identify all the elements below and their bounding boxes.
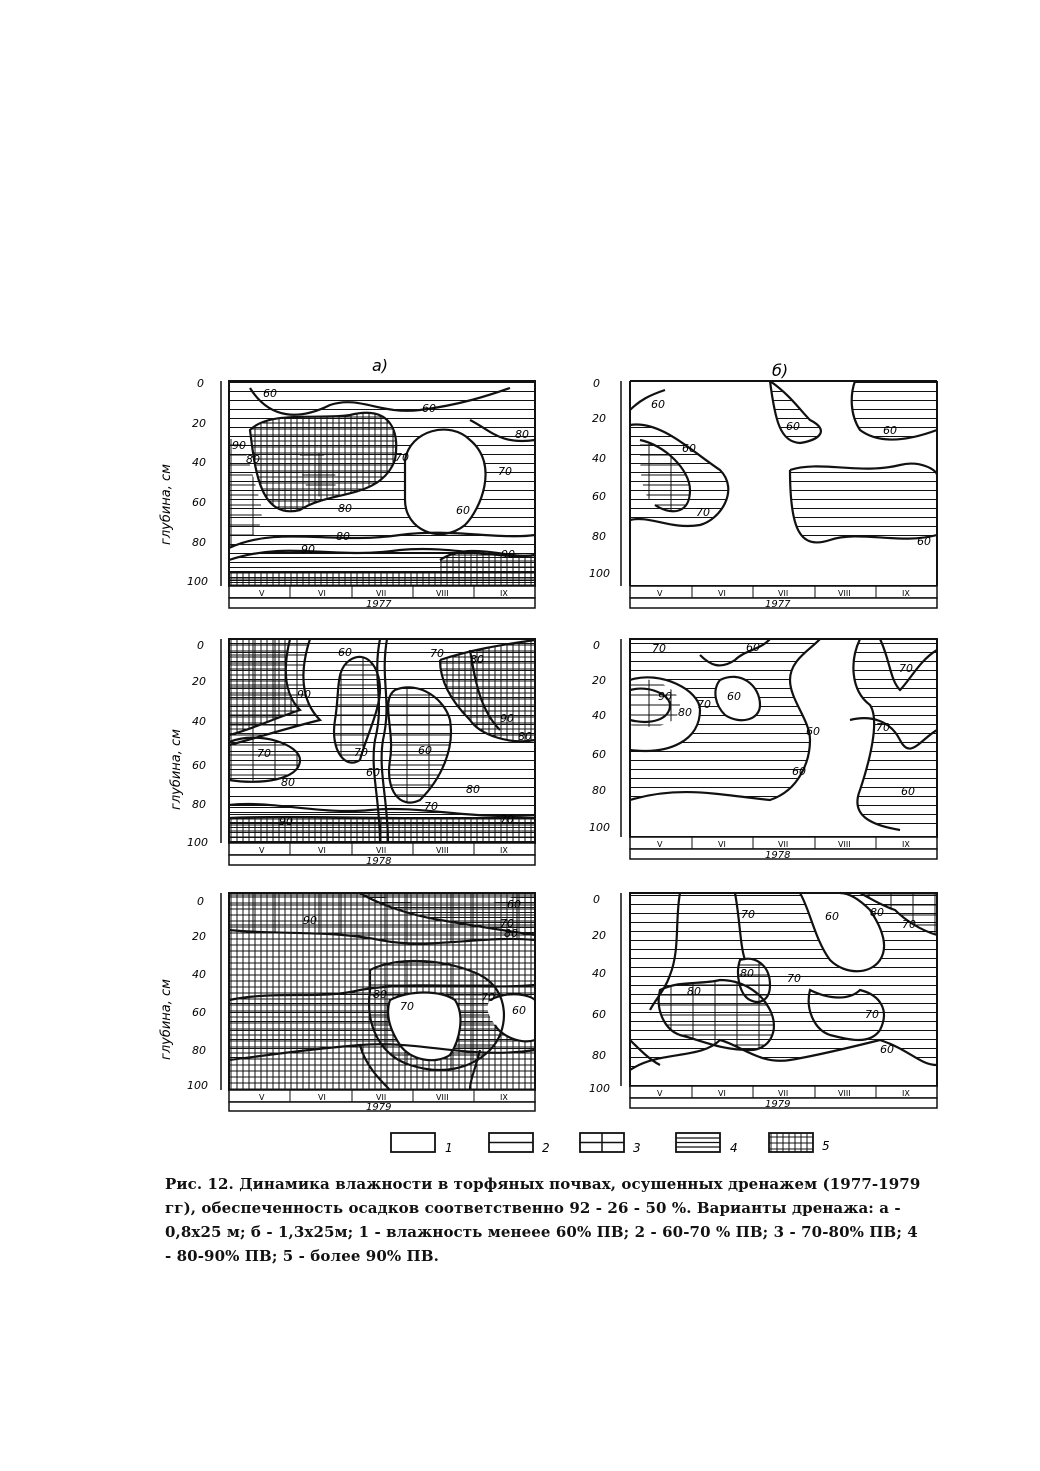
depth-tick: 100 [589,821,610,834]
depth-tick: 80 [192,536,206,549]
month-label: IX [500,846,508,855]
panel-title-b: б) [772,361,789,380]
isoline-label: 70 [354,746,368,759]
depth-tick: 0 [593,893,600,906]
isoline-label: 70 [696,506,710,519]
depth-tick: 100 [187,1079,208,1092]
month-label: VIII [436,589,449,598]
isoline-label: 70 [899,662,913,675]
panel-title-a: а) [372,356,389,375]
month-label: VIII [838,1089,851,1098]
isoline-label: 80 [870,906,884,919]
isoline-label: 60 [825,910,839,923]
month-label: VII [778,840,789,849]
month-label: VII [778,589,789,598]
panel-b-1978 [630,639,937,861]
month-label: IX [902,589,910,598]
month-label: IX [500,589,508,598]
isoline-label: 60 [901,785,915,798]
depth-tick: 80 [592,1049,606,1062]
y-axis-a-1979 [159,893,221,1092]
panel-a-1978 [229,639,535,867]
depth-tick: 0 [593,377,600,390]
isoline-label: 70 [424,800,438,813]
isoline-label: 60 [338,646,352,659]
depth-tick: 80 [592,530,606,543]
isoline-label: 90 [500,712,514,725]
isoline-label: 90 [501,548,515,561]
year-label: 1977 [765,599,791,610]
depth-tick: 100 [589,567,610,580]
isoline-label: 70 [741,908,755,921]
isoline-label: 70 [430,647,444,660]
isoline-label: 60 [786,420,800,433]
y-axis-b-1978 [589,639,621,837]
isoline-label: 80 [338,502,352,515]
isoline-label: 60 [746,641,760,654]
y-axis-b-1979 [589,893,621,1095]
depth-tick: 40 [592,452,606,465]
isoline-label: 70 [500,917,514,930]
depth-tick: 40 [192,715,206,728]
month-label: VI [718,1089,726,1098]
month-label: V [657,840,663,849]
isoline-label: 70 [481,991,495,1004]
isoline-label: 60 [651,398,665,411]
month-label: VIII [436,1093,449,1102]
legend-item-4 [676,1133,738,1155]
depth-tick: 80 [592,784,606,797]
month-label: VI [718,589,726,598]
isoline-label: 60 [366,766,380,779]
depth-tick: 100 [187,836,208,849]
month-label: VIII [436,846,449,855]
figure-caption: Рис. 12. Динамика влажности в торфяных почвах, осушенных дренажем (1977-1979 гг), обеспеченность осадков соответственно 92 - 26 - 50 %. Варианты дренажа: а - 0,8х25 м; б - 1,3х25м; 1 - влажность менеее 60% ПВ; 2 - 60-70 % ПВ; 3 - 70-80% ПВ; 4 - 80-90% ПВ; 5 - более 90% ПВ. [165,1175,921,1265]
depth-tick: 0 [197,895,204,908]
depth-tick: 60 [192,759,206,772]
isoline-label: 90 [279,815,293,828]
month-label: VI [318,1093,326,1102]
depth-tick: 20 [592,929,606,942]
month-label: V [259,846,265,855]
isoline-label: 90 [301,543,315,556]
legend-item-3 [580,1133,641,1155]
depth-tick: 60 [192,496,206,509]
isoline-label: 60 [917,535,931,548]
legend-item-1 [391,1133,453,1155]
depth-tick: 60 [592,490,606,503]
isoline-label: 70 [257,747,271,760]
isoline-label: 90 [232,439,246,452]
year-label: 1978 [366,856,392,867]
legend-number: 1 [445,1141,453,1155]
month-label: VI [318,589,326,598]
isoline-label: 60 [512,1004,526,1017]
month-label: V [657,589,663,598]
isoline-label: 70 [500,813,514,826]
depth-tick: 80 [192,798,206,811]
month-label: VI [718,840,726,849]
isoline-label: 70 [697,698,711,711]
depth-tick: 20 [192,417,206,430]
isoline-label: 80 [373,988,387,1001]
isoline-label: 70 [395,451,409,464]
isoline-label: 70 [902,918,916,931]
depth-tick: 0 [197,377,204,390]
depth-tick: 80 [192,1044,206,1057]
month-label: VII [778,1089,789,1098]
month-label: IX [902,840,910,849]
isoline-label: 90 [297,688,311,701]
month-label: V [259,589,265,598]
isoline-label: 60 [880,1043,894,1056]
depth-tick: 20 [592,674,606,687]
depth-tick: 100 [589,1082,610,1095]
isoline-label: 60 [456,504,470,517]
depth-tick: 40 [592,967,606,980]
month-label: VI [318,846,326,855]
isoline-label: 60 [727,690,741,703]
legend [391,1133,830,1155]
isoline-label: 80 [740,967,754,980]
month-label: VII [376,846,387,855]
panel-b-1979 [630,893,937,1110]
isoline-label: 80 [678,706,692,719]
y-axis-b-1977 [589,377,621,586]
depth-tick: 40 [592,709,606,722]
isoline-label: 60 [792,765,806,778]
month-label: VII [376,589,387,598]
isoline-label: 80 [281,776,295,789]
year-label: 1979 [366,1102,392,1113]
depth-tick: 20 [192,675,206,688]
isoline-label: 80 [336,530,350,543]
month-label: IX [902,1089,910,1098]
isoline-label: 80 [518,730,532,743]
panel-a-1977 [229,381,535,610]
month-label: VII [376,1093,387,1102]
isoline-label: 60 [263,387,277,400]
y-axis-a-1978 [169,639,221,849]
isoline-label: 80 [504,927,518,940]
panel-a-1979 [229,893,535,1113]
isoline-label: 60 [422,402,436,415]
isoline-label: 80 [466,783,480,796]
isoline-label: 70 [787,972,801,985]
month-label: V [259,1093,265,1102]
isoline-label: 70 [876,721,890,734]
depth-tick: 20 [192,930,206,943]
isoline-label: 60 [883,424,897,437]
isoline-label: 90 [658,690,672,703]
legend-number: 4 [730,1141,738,1155]
depth-tick: 60 [192,1006,206,1019]
legend-item-2 [489,1133,550,1155]
y-axis-label: глубина, см [169,729,184,810]
depth-tick: 40 [192,456,206,469]
isoline-label: 80 [515,428,529,441]
depth-tick: 60 [592,1008,606,1021]
depth-tick: 20 [592,412,606,425]
isoline-label: 60 [507,898,521,911]
isoline-label: 80 [687,985,701,998]
isoline-label: 70 [652,642,666,655]
legend-number: 3 [633,1141,641,1155]
month-label: VIII [838,589,851,598]
legend-number: 2 [542,1141,550,1155]
depth-tick: 100 [187,575,208,588]
legend-item-5 [769,1133,830,1153]
isoline-label: 70 [400,1000,414,1013]
depth-tick: 40 [192,968,206,981]
isoline-label: 70 [865,1008,879,1021]
month-label: IX [500,1093,508,1102]
panel-b-1977 [630,381,937,610]
isoline-label: 60 [806,725,820,738]
month-label: VIII [838,840,851,849]
y-axis-label: глубина, см [159,979,174,1060]
isoline-label: 60 [682,442,696,455]
y-axis-a-1977 [159,377,221,588]
year-label: 1977 [366,599,392,610]
isoline-label: 80 [470,653,484,666]
y-axis-label: глубина, см [159,464,174,545]
depth-tick: 0 [197,639,204,652]
isoline-label: 80 [246,453,260,466]
isoline-label: 60 [418,744,432,757]
year-label: 1979 [765,1099,791,1110]
month-label: V [657,1089,663,1098]
depth-tick: 0 [593,639,600,652]
year-label: 1978 [765,850,791,861]
isoline-label: 90 [303,914,317,927]
isoline-label: 70 [498,465,512,478]
legend-number: 5 [822,1139,830,1153]
depth-tick: 60 [592,748,606,761]
